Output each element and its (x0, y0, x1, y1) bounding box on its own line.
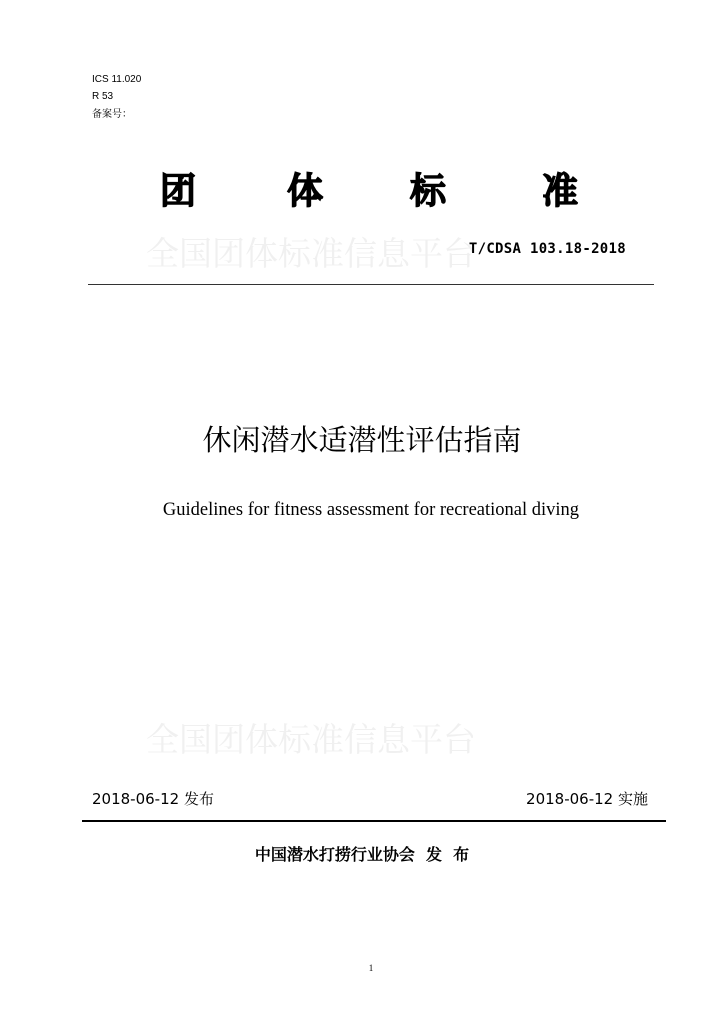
footer-divider (82, 820, 666, 822)
chinese-title: 休闲潜水适潜性评估指南 (202, 423, 522, 457)
filing-number-label: 备案号： (92, 109, 132, 120)
heading-char-2: 体 (287, 171, 324, 212)
watermark-top: 全国团体标准信息平台 (146, 234, 476, 273)
header-divider (88, 284, 654, 285)
page-number: 1 (368, 963, 374, 973)
ccs-code: R 53 (92, 91, 114, 102)
heading-char-3: 标 (410, 171, 447, 212)
watermark-bottom: 全国团体标准信息平台 (146, 720, 476, 759)
heading-char-1: 团 (160, 171, 197, 212)
ics-code: ICS 11.020 (92, 74, 142, 85)
standard-code: T/CDSA 103.18-2018 (468, 241, 626, 257)
publisher: 中国潜水打捞行业协会 发 布 (254, 845, 470, 864)
heading-char-4: 准 (542, 171, 579, 212)
publish-date: 2018-06-12 发布 (92, 790, 214, 808)
implement-date: 2018-06-12 实施 (526, 790, 648, 808)
english-title: Guidelines for fitness assessment for recreational diving (162, 500, 580, 520)
